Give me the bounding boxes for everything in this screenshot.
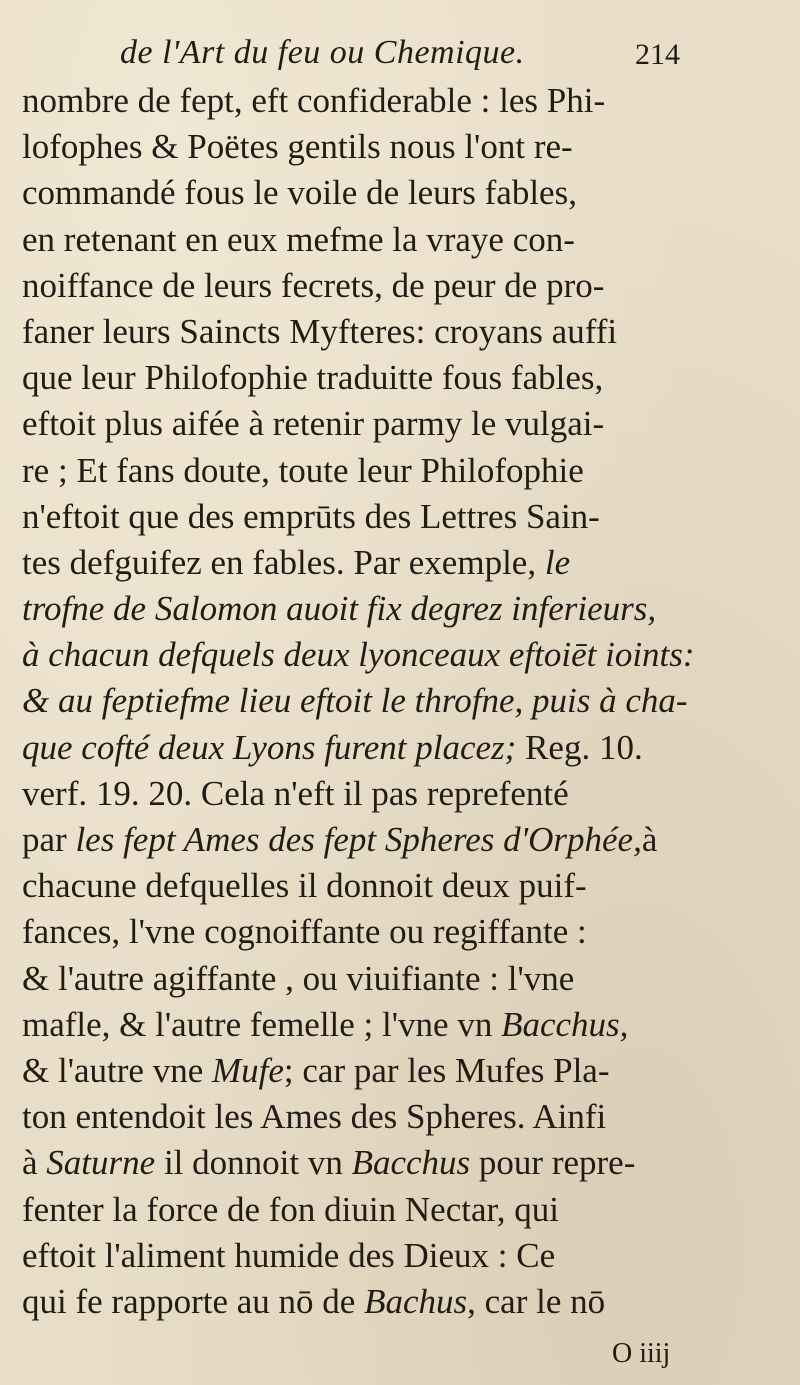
text-segment: eftoit plus aifée à retenir parmy le vulgai- — [22, 404, 605, 444]
text-segment: qui fe rapporte au nō de — [22, 1281, 365, 1321]
text-line — [22, 401, 792, 447]
italic-text-segment: à chacun defquels deux lyonceaux eftoiēt ioints: — [22, 635, 695, 675]
text-line — [22, 1233, 792, 1279]
italic-text-segment: Mufe — [212, 1050, 284, 1090]
text-line — [22, 1048, 792, 1094]
text-line — [22, 309, 792, 355]
text-line — [22, 678, 792, 724]
text-segment: commandé fous le voile de leurs fables, — [22, 173, 577, 213]
text-segment: & l'autre vne — [22, 1050, 212, 1090]
italic-text-segment: les fept Ames des fept Spheres d'Orphée, — [75, 820, 642, 859]
text-line — [22, 124, 792, 170]
text-line — [22, 632, 792, 678]
text-segment: que leur Philofophie traduitte fous fables, — [22, 358, 604, 398]
text-line — [22, 540, 792, 586]
text-segment: pour repre- — [470, 1143, 636, 1183]
text-line — [22, 771, 792, 817]
text-segment: , car le nō — [467, 1281, 606, 1321]
text-line — [22, 494, 792, 540]
text-line — [22, 956, 792, 1002]
text-line — [22, 817, 792, 863]
text-line — [22, 170, 792, 216]
text-segment: Reg. 10. — [516, 727, 643, 767]
italic-text-segment: le — [544, 542, 571, 582]
text-segment: faner leurs Saincts Myfteres: croyans auffi — [22, 311, 618, 351]
text-segment: tes defguifez en fables. Par exemple, — [22, 542, 545, 582]
text-line — [22, 448, 792, 494]
text-segment: eftoit l'aliment humide des Dieux : Ce — [22, 1235, 556, 1275]
italic-text-segment: trofne de Salomon auoit fix degrez inferieurs, — [22, 589, 657, 629]
italic-text-segment: Saturne — [46, 1143, 156, 1183]
text-segment: ton entendoit les Ames des Spheres. Ainfi — [22, 1097, 607, 1137]
text-segment: fenter la force de fon diuin Nectar, qui — [22, 1189, 559, 1229]
italic-text-segment: Bacchus — [351, 1143, 471, 1183]
text-segment: à — [22, 1143, 47, 1183]
page-number: 214 — [635, 38, 680, 71]
text-segment: n'eftoit que des emprūts des Lettres Sain- — [22, 496, 600, 536]
text-segment: nombre de fept, eft confiderable : les Phi- — [22, 81, 606, 120]
text-segment: & l'autre agiffante , ou viuifiante : l'vne — [22, 958, 575, 998]
body-text — [22, 78, 792, 1325]
text-segment: par — [22, 820, 76, 859]
text-line — [22, 78, 792, 124]
text-line — [22, 263, 792, 309]
text-line — [22, 1279, 792, 1325]
text-line — [22, 1002, 792, 1048]
text-segment: ; car par les Mufes Pla- — [283, 1050, 610, 1090]
text-line — [22, 1187, 792, 1233]
italic-text-segment: que cofté deux Lyons furent placez; — [22, 727, 517, 767]
text-segment: mafle, & l'autre femelle ; l'vne vn — [22, 1004, 502, 1044]
text-line — [22, 586, 792, 632]
text-line — [22, 1094, 792, 1140]
text-line — [22, 725, 792, 771]
text-line — [22, 355, 792, 401]
text-line — [22, 863, 792, 909]
page-header — [120, 28, 680, 78]
text-segment: lofophes & Poëtes gentils nous l'ont re- — [22, 127, 573, 167]
text-line — [22, 1140, 792, 1186]
text-segment: il donnoit vn — [155, 1143, 352, 1183]
italic-text-segment: & au feptiefme lieu eftoit le throfne, puis à cha- — [22, 681, 688, 721]
italic-text-segment: Bachus — [364, 1281, 468, 1321]
text-segment: verf. 19. 20. Cela n'eft il pas reprefenté — [22, 773, 569, 813]
running-title: de l'Art du feu ou Chemique. — [120, 34, 525, 71]
text-segment: fances, l'vne cognoiffante ou regiffante : — [22, 912, 587, 952]
italic-text-segment: Bacchus, — [501, 1004, 629, 1044]
text-segment: noiffance de leurs fecrets, de peur de pro- — [22, 265, 605, 305]
text-segment: en retenant en eux mefme la vraye con- — [22, 219, 575, 259]
text-segment: à — [641, 820, 658, 859]
signature-mark: O iiij — [612, 1338, 671, 1369]
text-line — [22, 909, 792, 955]
text-segment: re ; Et fans doute, toute leur Philofophie — [22, 450, 584, 490]
text-segment: chacune defquelles il donnoit deux puif- — [22, 866, 587, 906]
text-line — [22, 217, 792, 263]
